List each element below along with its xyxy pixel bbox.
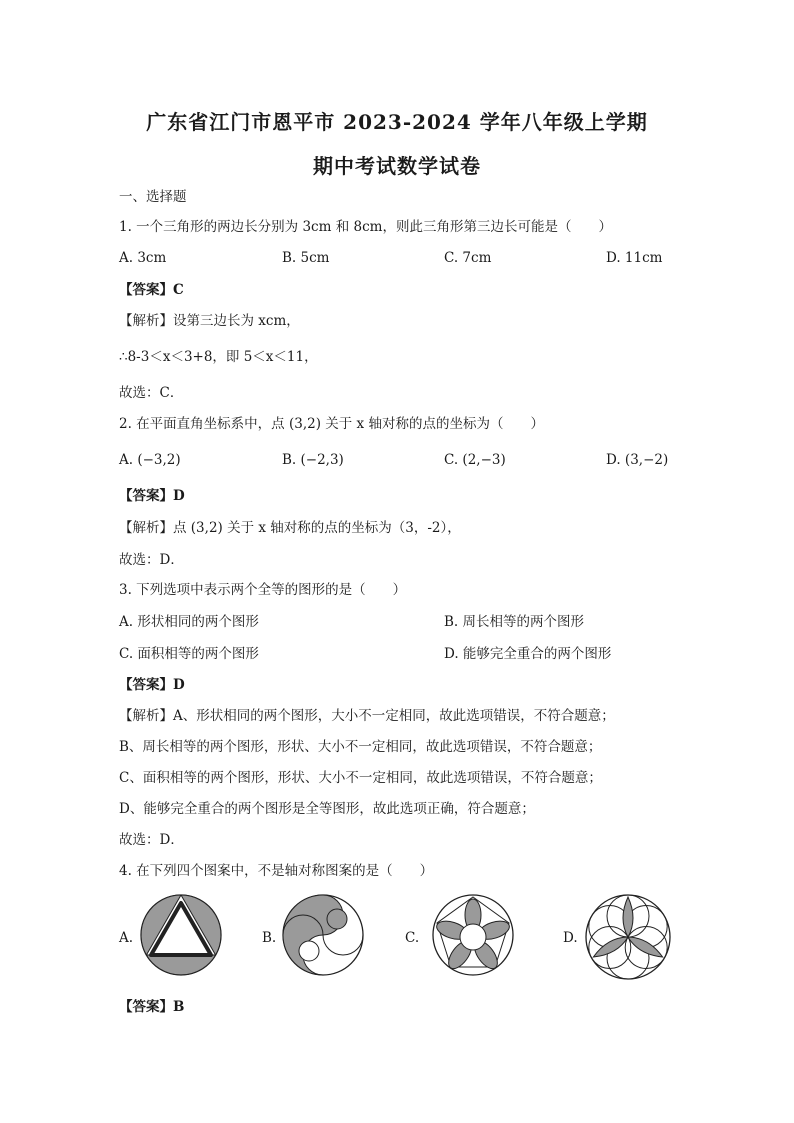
q3-analysis-4: D、能够完全重合的两个图形是全等图形，故此选项正确，符合题意；	[119, 801, 535, 817]
question-4-stem: 4. 在下列四个图案中，不是轴对称图案的是（ ）	[119, 863, 434, 879]
q3-option-a: A. 形状相同的两个图形	[119, 614, 259, 630]
q3-conclusion: 故选：D．	[119, 832, 184, 848]
page-subtitle: 期中考试数学试卷	[313, 154, 481, 178]
section-heading: 一、选择题	[119, 189, 187, 205]
q4-label-b: B.	[262, 930, 277, 946]
q3-option-d: D. 能够完全重合的两个图形	[444, 646, 612, 662]
q2-option-b: B. (−2,3)	[282, 452, 344, 468]
q1-conclusion: 故选：C．	[119, 385, 184, 401]
question-2-stem: 2. 在平面直角坐标系中，点 (3,2) 关于 x 轴对称的点的坐标为（ ）	[119, 416, 544, 432]
flower-pentagon-icon	[431, 893, 515, 977]
q1-analysis-2: ∴8-3＜x＜3+8，即 5＜x＜11，	[119, 349, 318, 365]
q3-answer: 【答案】D	[119, 677, 185, 693]
q2-analysis: 【解析】点 (3,2) 关于 x 轴对称的点的坐标为（3，-2），	[119, 520, 461, 536]
q4-label-d: D.	[563, 930, 578, 946]
q4-label-c: C.	[405, 930, 420, 946]
question-1-stem: 1. 一个三角形的两边长分别为 3cm 和 8cm，则此三角形第三边长可能是（ ）	[119, 219, 612, 235]
q2-answer: 【答案】D	[119, 488, 185, 504]
yin-yang-swirl-icon	[281, 893, 365, 977]
page-title: 广东省江门市恩平市 2023-2024 学年八年级上学期	[146, 110, 648, 134]
q3-option-b: B. 周长相等的两个图形	[444, 614, 585, 630]
q3-analysis-3: C、面积相等的两个图形，形状、大小不一定相同，故此选项错误，不符合题意；	[119, 770, 602, 786]
q4-answer: 【答案】B	[119, 999, 185, 1015]
q1-option-d: D. 11cm	[606, 250, 663, 266]
six-petal-flower-icon	[584, 893, 672, 981]
q1-option-c: C. 7cm	[444, 250, 492, 266]
q1-answer: 【答案】C	[119, 282, 184, 298]
q3-option-c: C. 面积相等的两个图形	[119, 646, 259, 662]
q1-analysis-1: 【解析】设第三边长为 xcm，	[119, 313, 300, 329]
q2-conclusion: 故选：D．	[119, 552, 184, 568]
q1-option-b: B. 5cm	[282, 250, 330, 266]
q3-analysis-1: 【解析】A、形状相同的两个图形，大小不一定相同，故此选项错误，不符合题意；	[119, 708, 615, 724]
q2-option-a: A. (−3,2)	[119, 452, 181, 468]
q1-option-a: A. 3cm	[119, 250, 167, 266]
q2-option-d: D. (3,−2)	[606, 452, 669, 468]
q2-option-c: C. (2,−3)	[444, 452, 506, 468]
question-3-stem: 3. 下列选项中表示两个全等的图形的是（ ）	[119, 582, 407, 598]
q3-analysis-2: B、周长相等的两个图形，形状、大小不一定相同，故此选项错误，不符合题意；	[119, 739, 602, 755]
q4-label-a: A.	[119, 930, 134, 946]
triangle-in-circle-icon	[139, 893, 223, 977]
